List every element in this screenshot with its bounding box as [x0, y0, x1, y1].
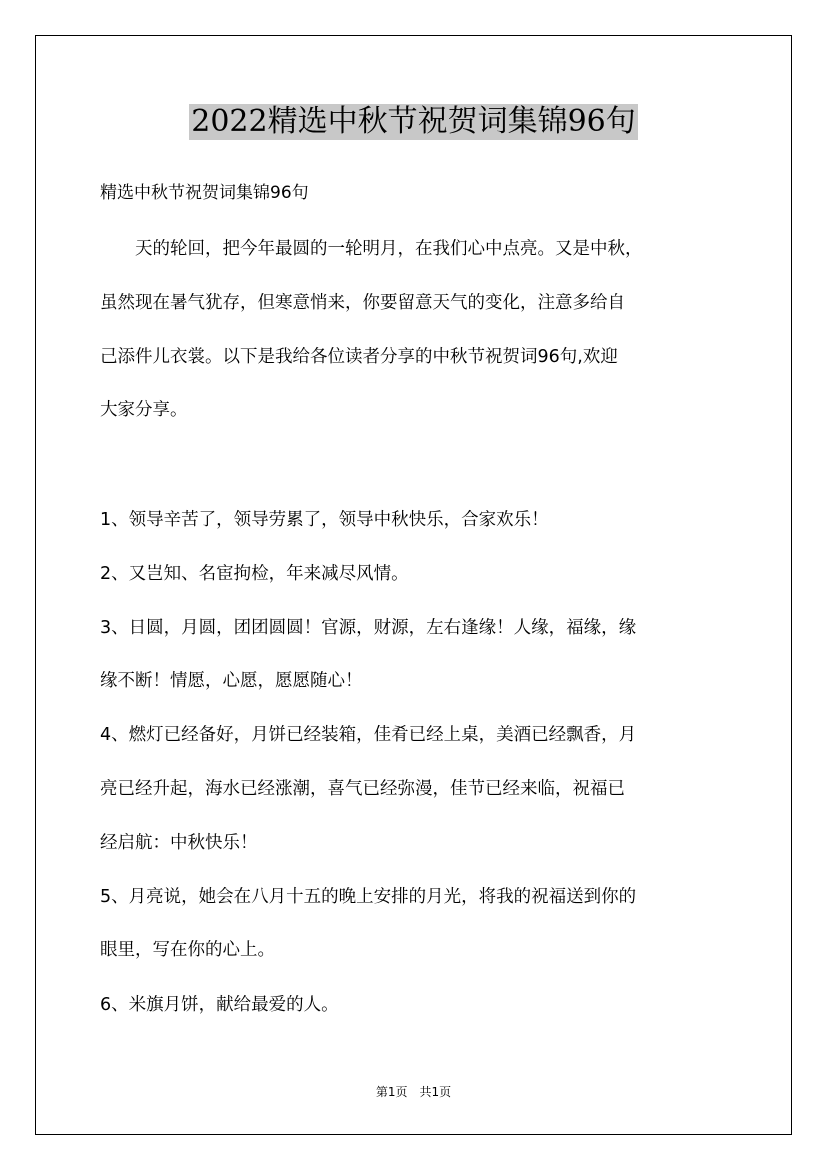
list-item-line: 5、月亮说，她会在八月十五的晚上安排的月光，将我的祝福送到你的: [100, 887, 637, 907]
intro-line: 天的轮回，把今年最圆的一轮明月，在我们心中点亮。又是中秋，: [100, 239, 643, 259]
list-item-line: 经启航：中秋快乐！: [100, 833, 258, 853]
list-item-line: 缘不断！情愿，心愿，愿愿随心！: [100, 671, 363, 691]
intro-line: 己添件儿衣裳。以下是我给各位读者分享的中秋节祝贺词96句,欢迎: [100, 347, 618, 367]
title-container: [0, 104, 827, 140]
list-item-line: 亮已经升起，海水已经涨潮，喜气已经弥漫，佳节已经来临，祝福已: [100, 779, 625, 799]
list-item-line: 2、又岂知、名宦拘检，年来减尽风情。: [100, 564, 409, 584]
list-item-line: 1、领导辛苦了，领导劳累了，领导中秋快乐，合家欢乐！: [100, 510, 549, 530]
list-item-line: 3、日圆，月圆，团团圆圆！官源，财源，左右逢缘！人缘，福缘，缘: [100, 618, 637, 638]
intro-line: 虽然现在暑气犹存，但寒意悄来，你要留意天气的变化，注意多给自: [100, 293, 625, 313]
list-item-line: 4、燃灯已经备好，月饼已经装箱，佳肴已经上桌，美酒已经飘香，月: [100, 725, 637, 745]
document-title: 2022精选中秋节祝贺词集锦96句: [191, 104, 636, 139]
intro-line: 大家分享。: [100, 400, 188, 420]
page-footer: 第1页 共1页: [375, 1085, 452, 1099]
list-item-line: 眼里，写在你的心上。: [100, 940, 275, 960]
document-subtitle: 精选中秋节祝贺词集锦96句: [100, 183, 309, 203]
list-item-line: 6、米旗月饼，献给最爱的人。: [100, 995, 339, 1015]
